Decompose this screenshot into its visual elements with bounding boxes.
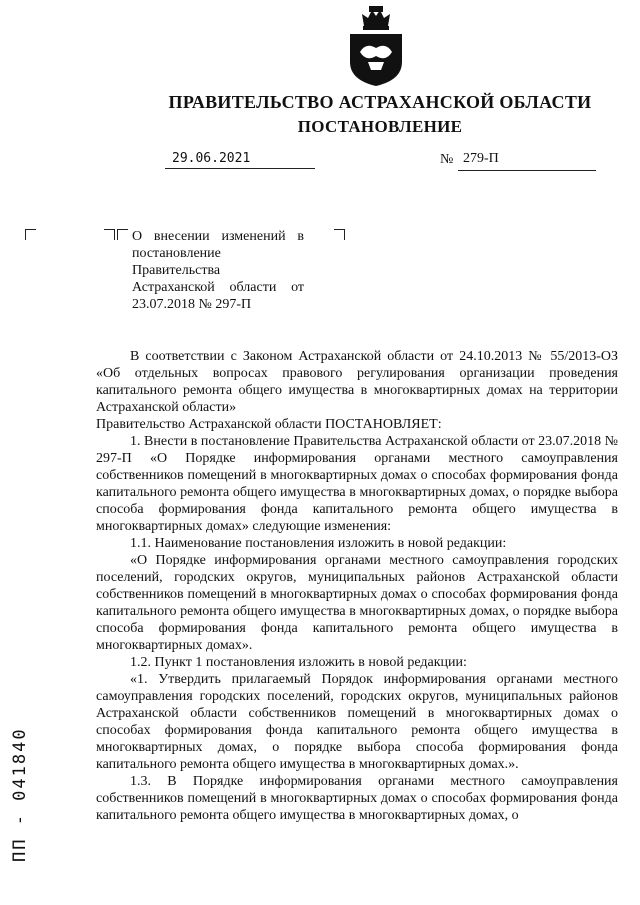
government-title: ПРАВИТЕЛЬСТВО АСТРАХАНСКОЙ ОБЛАСТИ [168,92,592,112]
date-underline [165,168,315,169]
clause-1-3: 1.3. В Порядке информирования органами местного самоуправления собственников помещений в многоквартирных домах о способах формирования фонда капитального ремонта общего имущества в многоквартирных домах, о [96,774,618,823]
preamble-paragraph: В соответствии с Законом Астраханской области от 24.10.2013 № 55/2013-ОЗ «Об отдельных вопросах правового регулирования организации проведения капитального ремонта общего имущества в многоквартирных домах на территории Астраханской области» [96,349,618,415]
document-body [96,348,618,824]
clause-1-2: 1.2. Пункт 1 постановления изложить в новой редакции: [130,655,467,670]
corner-mark-subject-left [104,229,115,240]
document-type: ПОСТАНОВЛЕНИЕ [297,117,463,136]
clause-1-1-text: «О Порядке информирования органами местного самоуправления городских поселений, городских округов, муниципальных районов Астраханской области собственников помещений в многоквартирных домах о способах формирования фонда капитального ремонта общего имущества в многоквартирных домах, о порядке выбора способа формирования фонда капитального ремонта общего имущества в многоквартирных домах». [96,553,618,653]
clause-1-2-text: «1. Утвердить прилагаемый Порядок информирования органами местного самоуправления городских поселений, городских округов, муниципальных районов Астраханской области собственников помещений в многоквартирных домах о способах формирования фонда капитального ремонта общего имущества в многоквартирных домах, о порядке выбора способа формирования фонда капитального ремонта общего имущества в многоквартирных домах.». [96,672,618,772]
document-subject: О внесении изменений в постановление Правительства Астраханской области от 23.07.2018 № 297-П [132,229,304,312]
clause-1: 1. Внести в постановление Правительства Астраханской области от 23.07.2018 № 297-П «О Порядке информирования органами местного самоуправления собственников помещений в многоквартирных домах о способах формирования фонда капитального ремонта общего имущества в многоквартирных домах, о порядке выбора способа формирования фонда капитального ремонта общего имущества в многоквартирных домах» следующие изменения: [96,434,618,534]
resolution-line: Правительство Астраханской области ПОСТАНОВЛЯЕТ: [96,417,442,432]
number-underline [458,170,596,171]
corner-mark-subject-left-2 [117,229,128,240]
serial-number: ПП - 041840 [10,727,30,862]
document-date: 29.06.2021 [172,151,251,166]
corner-mark-subject-right [334,229,345,240]
clause-1-1: 1.1. Наименование постановления изложить в новой редакции: [130,536,507,551]
document-number: 279-П [463,151,499,166]
number-sign: № [440,152,454,167]
corner-mark-left [25,229,36,240]
coat-of-arms-emblem [346,4,406,88]
